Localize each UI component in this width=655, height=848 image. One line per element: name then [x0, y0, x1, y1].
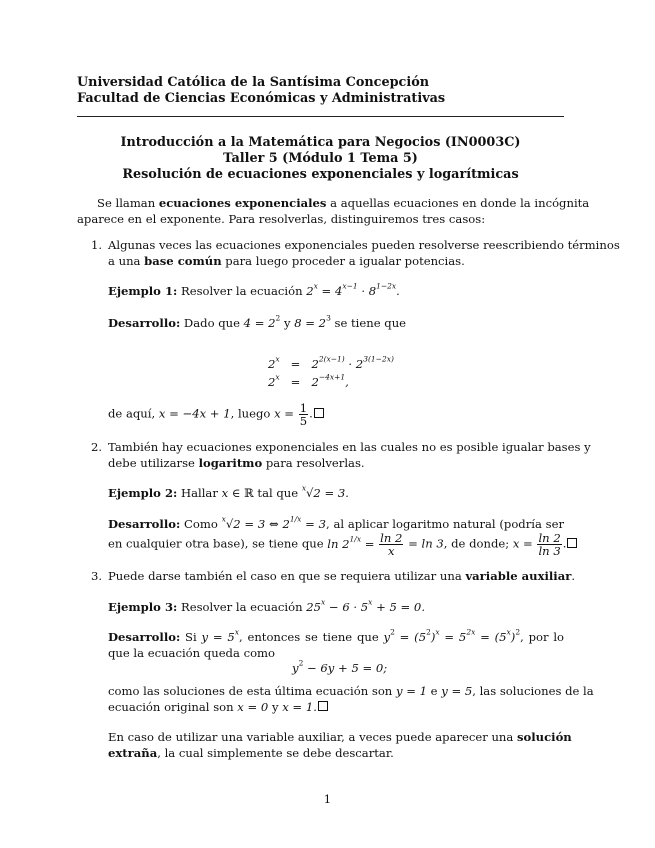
item-1-line-2: a una base común para luego proceder a igualar potencias. — [108, 254, 465, 268]
qed-symbol — [318, 701, 328, 711]
item-3-number: 3. — [91, 569, 103, 583]
item-3-line-1: Puede darse también el caso en que se requiera utilizar una variable auxiliar. — [108, 569, 576, 583]
development-1: Desarrollo: Dado que $4 = 2^2$ y $8 = 2^3$ se tiene que — [108, 313, 407, 330]
equation-1a: $2^x = 2^{2(x-1)} \cdot 2^{3(1-2x)}$ — [268, 354, 394, 371]
item-2-line-2: debe utilizarse logaritmo para resolverlas. — [108, 456, 365, 470]
item-1-number: 1. — [91, 238, 103, 252]
qed-symbol — [314, 408, 324, 418]
development-3: Desarrollo: Si $y = 5^x$, entonces se tiene que $y^2 = (5^2)^x = 5^{2x} = (5^x)^2$, por lo — [108, 627, 565, 644]
development-2-line-2: en cualquier otra base), se tiene que $\ln 2^{1/x}$ = $\frac{\ln 2}{x}$ = ln 3, de donde; x = $\frac{\ln 2}{\ln 3}$ . — [108, 532, 577, 557]
equation-3: $y^2 - 6y + 5 = 0$; — [292, 658, 388, 675]
conclusion-3-line-2: ecuación original son x = 0 y x = 1. — [108, 699, 328, 715]
intro-line-1: Se llaman ecuaciones exponenciales a aquellas ecuaciones en donde la incógnita — [97, 196, 590, 210]
example-3: Ejemplo 3: Resolver la ecuación $25^x - 6 \cdot 5^x + 5 = 0$. — [108, 597, 425, 614]
development-3-line-2: que la ecuación queda como — [108, 646, 276, 660]
note-line-1: En caso de utilizar una variable auxiliar, a veces puede aparecer una solución — [108, 730, 572, 744]
item-2-line-1: También hay ecuaciones exponenciales en las cuales no es posible igualar bases y — [108, 440, 591, 454]
note-line-2: extraña, la cual simplemente se debe descartar. — [108, 746, 394, 760]
conclusion-3-line-1: como las soluciones de esta última ecuación son y = 1 e y = 5, las soluciones de la — [108, 684, 594, 698]
conclusion-1: de aquí, x = −4x + 1, luego x = $\frac{1}{5}$ . — [108, 402, 324, 427]
intro-line-2: aparece en el exponente. Para resolverlas, distinguiremos tres casos: — [77, 212, 486, 226]
item-2-number: 2. — [91, 440, 103, 454]
university-name: Universidad Católica de la Santísima Concepción — [77, 75, 430, 90]
development-2: Desarrollo: Como $^x$√2 = 3 ⇔ $2^{1/x} = 3$, al aplicar logaritmo natural (podría ser — [108, 514, 565, 531]
course-title: Introducción a la Matemática para Negocios (IN0003C) — [120, 135, 521, 150]
item-1-line-1: Algunas veces las ecuaciones exponenciales pueden resolverse reescribiendo términos — [108, 238, 620, 252]
page-number: 1 — [323, 792, 332, 806]
workshop-title: Taller 5 (Módulo 1 Tema 5) — [223, 151, 418, 166]
equation-1b: $2^x = 2^{-4x+1}$, — [268, 372, 349, 389]
faculty-name: Facultad de Ciencias Económicas y Administrativas — [77, 91, 446, 106]
example-2: Ejemplo 2: Hallar x ∈ ℝ tal que $^x$√2 = 3. — [108, 483, 349, 500]
qed-symbol — [567, 538, 577, 548]
header-rule — [77, 116, 564, 117]
example-1: Ejemplo 1: Resolver la ecuación $2^x = 4^{x-1} \cdot 8^{1-2x}$. — [108, 281, 400, 298]
topic-title: Resolución de ecuaciones exponenciales y logarítmicas — [122, 167, 519, 182]
